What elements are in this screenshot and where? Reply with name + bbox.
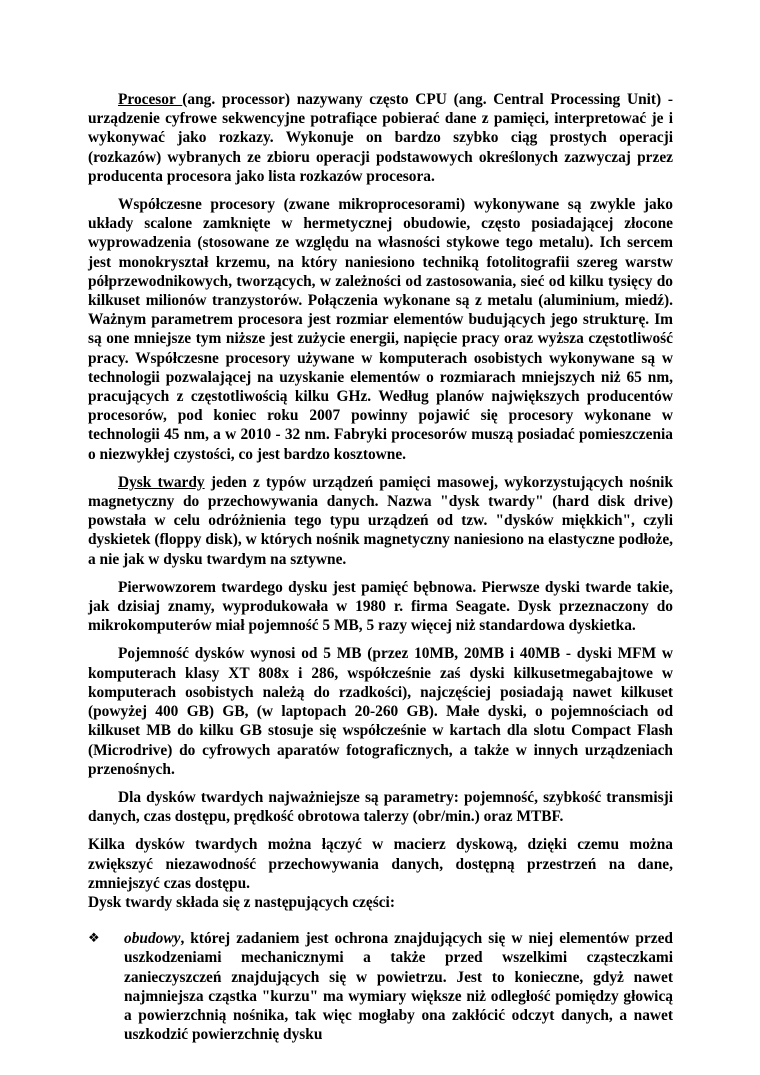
document-page — [88, 90, 673, 1044]
term-procesor: Procesor — [118, 91, 183, 108]
bullet-item-text — [124, 929, 673, 1044]
paragraph-raid — [88, 835, 673, 893]
paragraph-capacity — [88, 644, 673, 778]
paragraph-modern-processors — [88, 195, 673, 464]
paragraph-capacity-text: Pojemność dysków wynosi od 5 MB (przez 10MB, 20MB i 40MB - dyski MFM w komputerach klasy XT 808x i 286, współcześnie zaś dyski kilkusetmegabajtowe w komputerach osobistych należą do rzadkości), najczęściej posiadają nawet kilkuset (powyżej 400 GB) GB, (w laptopach 20-260 GB). Małe dyski, o pojemnościach od kilkuset MB do kilku GB stosuje się współcześnie w kartach dla slotu Compact Flash (Microdrive) do cyfrowych aparatów fotograficznych, a także w innych urządzeniach przenośnych. — [88, 645, 673, 778]
paragraph-history — [88, 578, 673, 636]
paragraph-parameters — [88, 788, 673, 826]
bullet-item-body: , której zadaniem jest ochrona znajdujących się w niej elementów przed uszkodzeniami mechanicznymi a także przed wszelkimi cząsteczkami zanieczyszczeń znajdujących się w powietrzu. Jest to konieczne, gdyż nawet najmniejsza cząstka "kurzu" ma wymiary większe niż odległość pomiędzy głowicą a powierzchnią nośnika, tak więc mogłaby ona zakłócić odczyt danych, a nawet uszkodzić powierzchnię dysku — [124, 930, 673, 1044]
term-dysk-twardy: Dysk twardy — [118, 473, 205, 491]
paragraph-dysk-twardy-text: jeden z typów urządzeń pamięci masowej, wykorzystujących nośnik magnetyczny do przechowywania danych. Nazwa "dysk twardy" (hard disk drive) powstała w celu odróżnienia tego typu urządzeń od tzw. "dysków miękkich", czyli dyskietek (floppy disk), w których nośnik magnetyczny naniesiono na elastyczne podłoże, a nie jak w dysku twardym na sztywne. — [88, 473, 673, 568]
paragraph-dysk-twardy — [88, 473, 673, 569]
paragraph-procesor — [88, 90, 673, 186]
bullet-item-obudowa — [88, 929, 673, 1044]
diamond-bullet-icon: ❖ — [88, 931, 100, 947]
paragraph-parameters-text: Dla dysków twardych najważniejsze są parametry: pojemność, szybkość transmisji danych, czas dostępu, prędkość obrotowa talerzy (obr/min.) oraz MTBF. — [88, 788, 673, 826]
term-obudowy: obudowy — [124, 930, 181, 948]
paragraph-parts-intro-text: Dysk twardy składa się z następujących części: — [88, 893, 395, 911]
paragraph-raid-text: Kilka dysków twardych można łączyć w macierz dyskową, dzięki czemu można zwiększyć niezawodność przechowywania danych, dostępną przestrzeń na dane, zmniejszyć czas dostępu. — [88, 836, 673, 892]
paragraph-history-text: Pierwowzorem twardego dysku jest pamięć bębnowa. Pierwsze dyski twarde takie, jak dzisiaj znamy, wyprodukowała w 1980 r. firma Seagate. Dysk przeznaczony do mikrokomputerów miał pojemność 5 MB, 5 razy więcej niż standardowa dyskietka. — [88, 578, 673, 635]
paragraph-modern-processors-text: Współczesne procesory (zwane mikroprocesorami) wykonywane są zwykle jako układy scalone zamknięte w hermetycznej obudowie, często posiadającej złocone wyprowadzenia (stosowane ze względu na własności stykowe tego metalu). Ich sercem jest monokryształ krzemu, na który naniesiono techniką fotolitografii szereg warstw półprzewodnikowych, tworzących, w zależności od zastosowania, sieć od kilku tysięcy do kilkuset milionów tranzystorów. Połączenia wykonane są z metalu (aluminium, miedź). Ważnym parametrem procesora jest rozmiar elementów budujących jego strukturę. Im są one mniejsze tym niższe jest zużycie energii, napięcie pracy oraz wyższa częstotliwość pracy. Współczesne procesory używane w komputerach osobistych wykonywane są w technologii pozwalającej na uzyskanie elementów o rozmiarach mniejszych niż 65 nm, pracujących z częstotliwością kilku GHz. Według planów największych producentów procesorów, pod koniec roku 2007 powinny pojawić się procesory wykonane w technologii 45 nm, a w 2010 - 32 nm. Fabryki procesorów muszą posiadać pomieszczenia o niezwykłej czystości, co jest bardzo kosztowne. — [88, 196, 673, 463]
paragraph-parts-intro — [88, 893, 673, 912]
paragraph-procesor-text: (ang. processor) nazywany często CPU (ang. Central Processing Unit) - urządzenie cyfrowe sekwencyjne potrafiące pobierać dane z pamięci, interpretować je i wykonywać jako rozkazy. Wykonuje on bardzo szybko ciąg prostych operacji (rozkazów) wybranych ze zbioru operacji podstawowych określonych zazwyczaj przez producenta procesora jako lista rozkazów procesora. — [88, 91, 673, 185]
